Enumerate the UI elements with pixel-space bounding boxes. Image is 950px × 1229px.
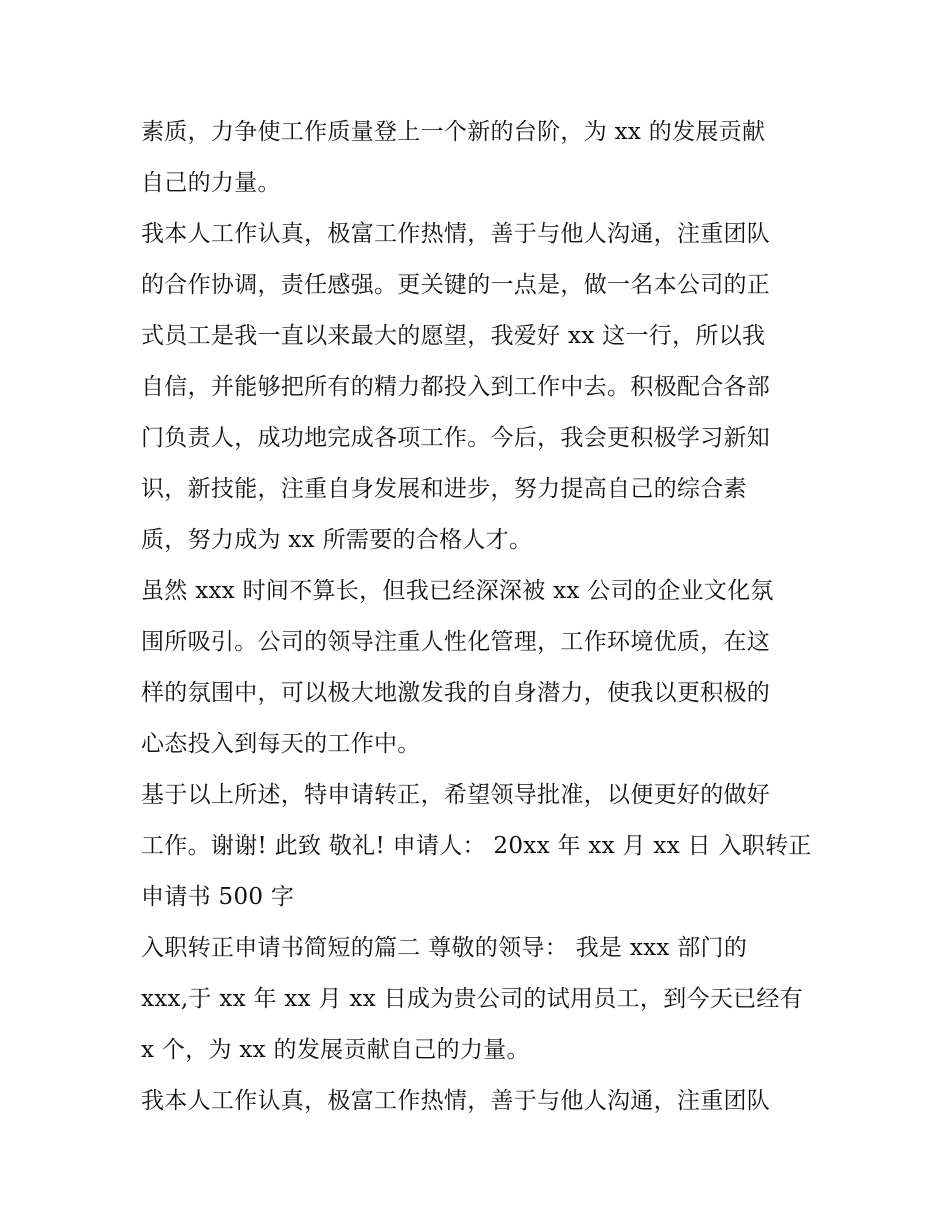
- document-body: [141, 107, 816, 1127]
- text-line: 样的氛围中，可以极大地激发我的自身潜力，使我以更积极的: [141, 680, 771, 706]
- text-line: 的合作协调，责任感强。更关键的一点是，做一名本公司的正: [141, 272, 771, 298]
- text-line: 质，努力成为 xx 所需要的合格人才。: [141, 527, 533, 553]
- text-line: 我本人工作认真，极富工作热情，善于与他人沟通，注重团队: [141, 1088, 771, 1114]
- text-line: 自己的力量。: [141, 170, 281, 196]
- text-line: 心态投入到每天的工作中。: [141, 731, 421, 757]
- text-line: 入职转正申请书简短的篇二 尊敬的领导： 我是 xxx 部门的: [141, 935, 748, 961]
- text-line: 我本人工作认真，极富工作热情，善于与他人沟通，注重团队: [141, 221, 771, 247]
- text-line: 式员工是我一直以来最大的愿望，我爱好 xx 这一行，所以我: [141, 323, 766, 349]
- text-line: 自信，并能够把所有的精力都投入到工作中去。积极配合各部: [141, 374, 771, 400]
- text-line: 工作。谢谢! 此致 敬礼! 申请人： 20xx 年 xx 月 xx 日 入职转正: [141, 833, 812, 859]
- text-line: 门负责人，成功地完成各项工作。今后，我会更积极学习新知: [141, 425, 771, 451]
- text-line: 虽然 xxx 时间不算长，但我已经深深被 xx 公司的企业文化氛: [141, 578, 774, 604]
- text-line: xxx,于 xx 年 xx 月 xx 日成为贵公司的试用员工，到今天已经有: [141, 986, 804, 1012]
- text-line: 素质，力争使工作质量登上一个新的台阶，为 xx 的发展贡献: [141, 119, 766, 145]
- text-line: 识，新技能，注重自身发展和进步，努力提高自己的综合素: [141, 476, 747, 502]
- text-line: 基于以上所述，特申请转正，希望领导批准，以便更好的做好: [141, 782, 771, 808]
- text-line: x 个，为 xx 的发展贡献自己的力量。: [141, 1037, 530, 1063]
- text-line: 围所吸引。公司的领导注重人性化管理，工作环境优质，在这: [141, 629, 771, 655]
- text-line: 申请书 500 字: [141, 884, 295, 910]
